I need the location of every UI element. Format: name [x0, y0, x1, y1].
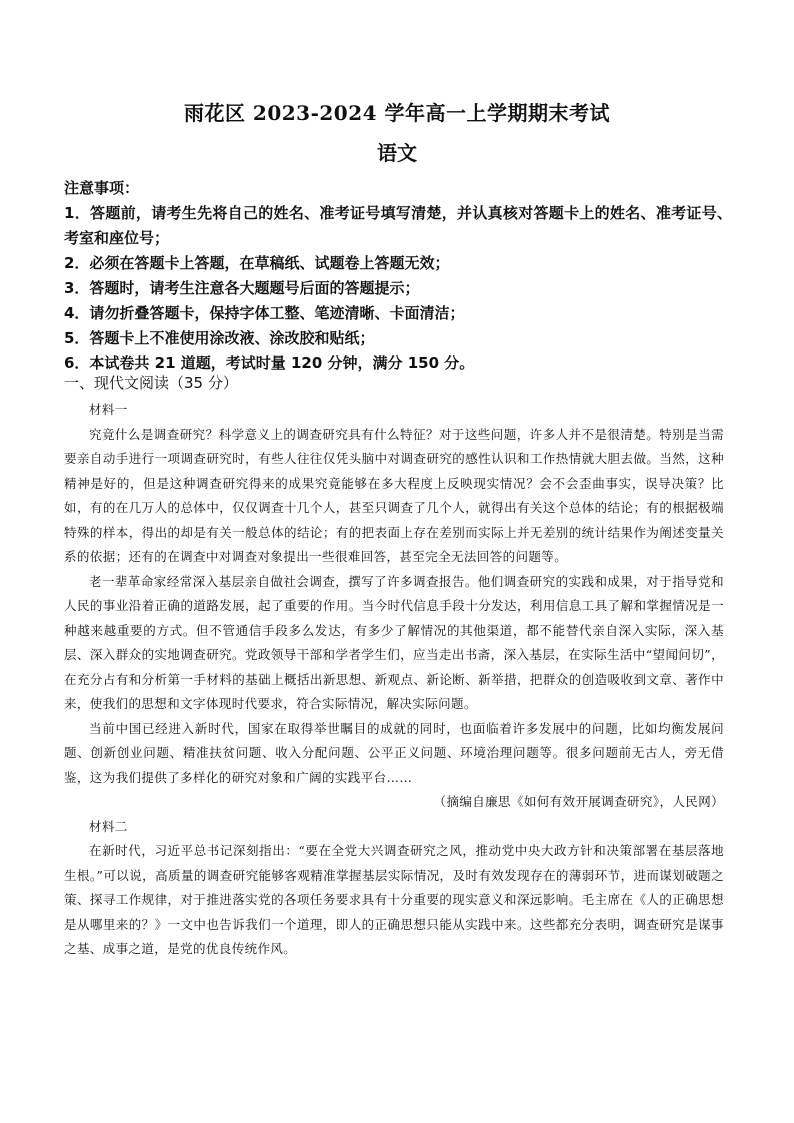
- passage-paragraph: 在新时代，习近平总书记深刻指出：“要在全党大兴调查研究之风，推动党中央大政方针和决策部署在基层落地生根。”可以说，高质量的调查研究能够客观精准掌握基层实际情况，及时有效发现存在的薄弱环节，进而谋划破题之策、探寻工作规律，对于推进落实党的各项任务要求具有十分重要的现实意义和深远影响。毛主席在《人的正确思想是从哪里来的？》一文中也告诉我们一个道理，即人的正确思想只能从实践中来。这些都充分表明，调查研究是谋事之基、成事之道，是党的优良传统作风。: [64, 843, 724, 956]
- notice-item: 3．答题时，请考生注意各大题题号后面的答题提示；: [64, 279, 420, 297]
- passage-paragraph: 当前中国已经进入新时代，国家在取得举世瞩目的成就的同时，也面临着许多发展中的问题，比如均衡发展问题、创新创业问题、精准扶贫问题、收入分配问题、公平正义问题、环境治理问题等。很多问题前无古人，旁无借鉴，这为我们提供了多样化的研究对象和广阔的实践平台……: [64, 720, 724, 785]
- material-label: 材料一: [89, 402, 128, 417]
- source-citation: （摘编自廉思《如何有效开展调查研究》，人民网）: [433, 794, 724, 809]
- notice-heading: 注意事项：: [64, 179, 140, 197]
- reading-passage: [64, 398, 724, 962]
- notice-item: 4．请勿折叠答题卡，保持字体工整、笔迹清晰、卡面清洁；: [64, 304, 465, 322]
- notice-item: 2．必须在答题卡上答题，在草稿纸、试题卷上答题无效；: [64, 254, 450, 272]
- subject-title: 语文: [377, 141, 417, 165]
- exam-title: 雨花区 2023-2024 学年高一上学期期末考试: [183, 101, 611, 125]
- material-label: 材料二: [89, 818, 128, 834]
- passage-paragraph: 老一辈革命家经常深入基层亲自做社会调查，撰写了许多调查报告。他们调查研究的实践和成果，对于指导党和人民的事业沿着正确的道路发展，起了重要的作用。当今时代信息手段十分发达，利用信息工具了解和掌握情况是一种越来越重要的方式。但不管通信手段多么发达，有多少了解情况的其他渠道，都不能替代亲自深入实际，深入基层、深入群众的实地调查研究。党政领导干部和学者学生们，应当走出书斋，深入基层，在实际生活中“望闻问切”，在充分占有和分析第一手材料的基础上概括出新思想、新观点、新论断、新举措，把群众的创造吸收到文章、著作中来，使我们的思想和文字体现时代要求，符合实际情况，解决实际问题。: [64, 573, 724, 711]
- notice-item: 1．答题前，请考生先将自己的姓名、准考证号填写清楚，并认真核对答题卡上的姓名、准考证号、考室和座位号；: [64, 204, 732, 247]
- notice-item: 6．本试卷共 21 道题，考试时量 120 分钟，满分 150 分。: [64, 354, 475, 372]
- notice-block: [64, 176, 732, 376]
- section-heading: 一、现代文阅读（35 分）: [64, 374, 238, 392]
- passage-paragraph: 究竟什么是调查研究？科学意义上的调查研究具有什么特征？对于这些问题，许多人并不是很清楚。特别是当需要亲自动手进行一项调查研究时，有些人往往仅凭头脑中对调查研究的感性认识和工作热情就大胆去做。当然，这种精神是好的，但是这种调查研究得来的成果究竟能够在多大程度上反映现实情况？会不会歪曲事实，误导决策？比如，有的在几万人的总体中，仅仅调查十几个人，甚至只调查了几个人，就得出有关这个总体的结论；有的根据极端特殊的样本，得出的却是有关一般总体的结论；有的把表面上存在差别而实际上并无差别的统计结果作为阐述变量关系的依据；还有的在调查中对调查对象提出一些很难回答，甚至完全无法回答的问题等。: [64, 426, 724, 564]
- notice-item: 5．答题卡上不准使用涂改液、涂改胶和贴纸；: [64, 329, 375, 347]
